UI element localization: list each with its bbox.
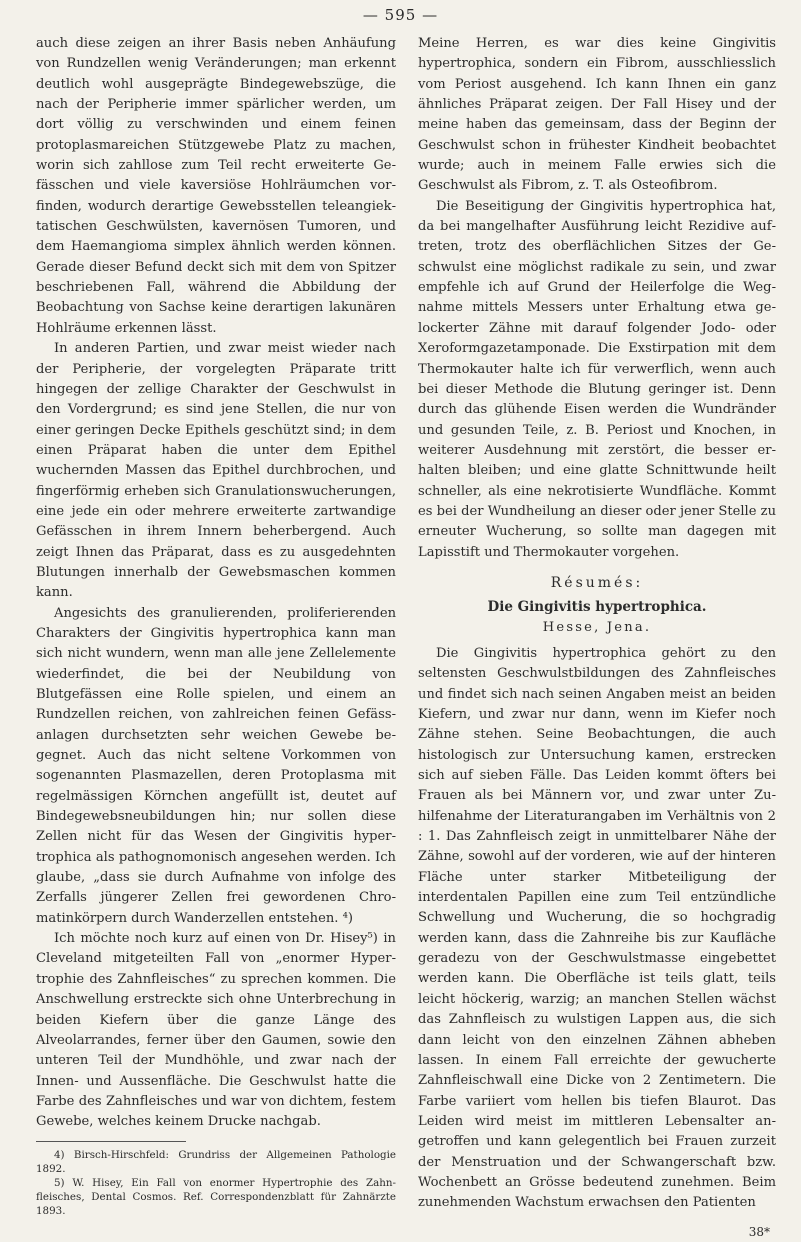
paragraph: Die Gingivitis hypertrophica gehört zu den seltensten Geschwulstbildungen des Zahnfleisches und findet sich nach seinen Angaben meist an beiden Kiefern, und zwar nur dann, wenn im Kiefer noch Zähne stehen. Seine Beobachtungen, die auch histologisch zur Untersuchung kamen, erstrecken sich auf sieben Fälle. Das Leiden kommt öfters bei Frauen als bei Männern vor, und zwar unter Zuhilfenahme der Literaturangaben im Verhältnis von 2 : 1. Das Zahnfleisch zeigt in unmittelbarer Nähe der Zähne, sowohl auf der vorderen, wie auf der hinteren Fläche unter starker Mitbeteiligung der interdentalen Papillen eine zum Teil entzündliche Schwellung und Wucherung, die so hochgradig werden kann, dass die Zahnreihe bis zur Kaufläche geradezu von der Geschwulstmasse eingebettet werden kann. Die Oberfläche ist teils glatt, teils leicht höckerig, warzig; an manchen Stellen wächst das Zahnfleisch zu wulstigen Lappen aus, die sich dann leicht von den einzelnen Zähnen abheben lassen. In einem Fall erreichte der gewucherte Zahnfleischwall eine Dicke von 2 Zentimetern. Die Farbe variiert vom hellen bis tiefen Blaurot. Das Leiden wird meist im mittleren Lebensalter angetroffen und kann gelegentlich bei Frauen zurzeit der Menstruation und der Schwangerschaft bzw. Wochenbett an Grösse bedeutend zunehmen. Beim zunehmenden Wachstum erwachsen den Patienten [418,645,776,1211]
paragraph: Meine Herren, es war dies keine Gingivitis hypertrophica, sondern ein Fibrom, ausschliesslich vom Periost ausgehend. Ich kann Ihnen ein ganz ähnliches Präparat zeigen. Der Fall Hisey und der meine haben das gemeinsam, dass der Beginn der Geschwulst schon in frühester Kindheit beobachtet wurde; auch in meinem Falle erwies sich die Geschwulst als Fibrom, z. T. als Osteofibrom. [418,36,776,194]
right-column [418,34,776,1242]
subsection-author: Hesse, Jena. [542,619,652,635]
section-heading: Résumés: [550,574,644,591]
paragraph: Ich möchte noch kurz auf einen von Dr. Hisey⁵) in Cleveland mitgeteilten Fall von „enormer Hypertrophie des Zahnfleisches“ zu sprechen kommen. Die Anschwellung erstreckte sich ohne Unterbrechung in beiden Kiefern über die ganze Länge des Alveolarrandes, ferner über den Gaumen, sowie den unteren Teil der Mundhöhle, und zwar nach der Innen- und Aussenfläche. Die Geschwulst hatte die Farbe des Zahnfleisches und war von dichtem, festem Gewebe, welches keinem Drucke nachgab. [36,931,396,1130]
paragraph: auch diese zeigen an ihrer Basis neben Anhäufung von Rundzellen wenig Veränderungen; man erkennt deutlich wohl ausgeprägte Bindegewebszüge, die nach der Peripherie immer spärlicher werden, um dort völlig zu verschwinden und einem feinen protoplasmareichen Stützgewebe Platz zu machen, worin sich zahllose zum Teil recht erweiterte Gefässchen und viele kaversiöse Hohlräumchen vorfinden, wodurch derartige Gewebsstellen teleangiektatischen Geschwülsten, kavernösen Tumoren, und dem Haemangioma simplex ähnlich werden können. Gerade dieser Befund deckt sich mit dem von Spitzer beschriebenen Fall, während die Abbildung der Beobachtung von Sachse keine derartigen lakunären Hohlräume erkennen lässt. [36,36,396,336]
paragraph: Angesichts des granulierenden, proliferierenden Charakters der Gingivitis hypertrophica kann man sich nicht wundern, wenn man alle jene Zellelemente wiederfindet, die bei der Neubildung von Blutgefässen eine Rolle spielen, und einem an Rundzellen reichen, von zahlreichen feinen Gefässanlagen durchsetzten sehr weichen Gewebe begegnet. Auch das nicht seltene Vorkommen von sogenannten Plasmazellen, deren Protoplasma mit regelmässigen Körnchen angefüllt ist, deutet auf Bindegewebsneubildungen hin; nur sollen diese Zellen nicht für das Wesen der Gingivitis hypertrophica als pathognomonisch angesehen werden. Ich glaube, „dass sie durch Aufnahme von infolge des Zerfalls jüngerer Zellen frei gewordenen Chromatinkörpern durch Wanderzellen entstehen. ⁴) [36,605,396,926]
footnote: 4) Birsch-Hirschfeld: Grundriss der Allgemeinen Pathologie 1892. [36,1148,396,1175]
paragraph: In anderen Partien, und zwar meist wieder nach der Peripherie, der vorgelegten Präparate tritt hingegen der zellige Charakter der Geschwulst in den Vordergrund; es sind jene Stellen, die nur von einer geringen Decke Epithels geschützt sind; in dem einen Präparat haben die unter dem Epithel wuchernden Massen das Epithel durchbrochen, und fingerförmig erheben sich Granulationswucherungen, eine jede ein oder mehrere erweiterte zartwandige Gefässchen in ihrem Innern beherbergend. Auch zeigt Ihnen das Präparat, dass es zu ausgedehnten Blutungen innerhalb der Gewebsmaschen kommen kann. [36,341,396,601]
left-column [36,34,396,1218]
paragraph: Die Beseitigung der Gingivitis hypertrophica hat, da bei mangelhafter Ausführung leicht Rezidive auftreten, trotz des oberflächlichen Sitzes der Geschwulst eine möglichst radikale zu sein, und zwar empfehle ich auf Grund der Heilerfolge die Wegnahme mittels Messers unter Erhaltung etwa gelockerter Zähne mit darauf folgender Jodo- oder Xeroformgazetamponade. Die Exstirpation mit dem Thermokauter halte ich für verwerflich, wenn auch bei dieser Methode die Blutung geringer ist. Denn durch das glühende Eisen werden die Wundränder und gesunden Teile, z. B. Periost und Knochen, in weiterer Ausdehnung mit zerstört, die besser erhalten bleiben; und eine glatte Schnittwunde heilt schneller, als eine nekrotisierte Wundfläche. Kommt es bei der Wundheilung an dieser oder jener Stelle zu erneuter Wucherung, so sollte man dagegen mit Lapisstift und Thermokauter vorgehen. [418,198,776,560]
page-number: — 595 — [362,6,439,24]
signature-mark: 38* [748,1224,770,1239]
footnote-divider [36,1141,186,1142]
subsection-title: Die Gingivitis hypertrophica. [487,599,707,616]
footnote: 5) W. Hisey, Ein Fall von enormer Hypertrophie des Zahnfleisches, Dental Cosmos. Ref. Correspondenzblatt für Zahnärzte 1893. [36,1176,396,1217]
